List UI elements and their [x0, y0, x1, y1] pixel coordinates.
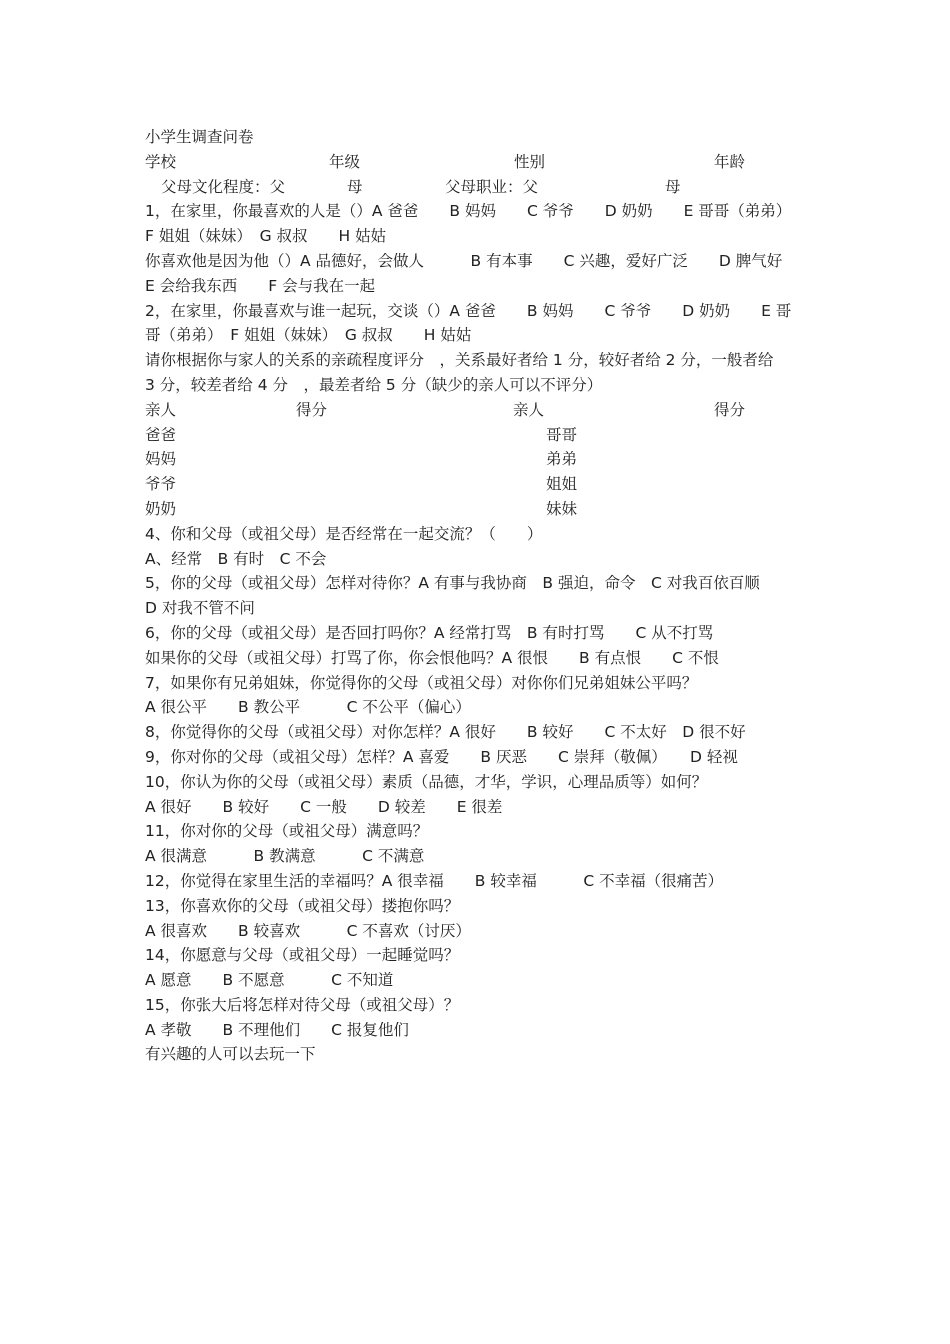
relative-name: 姐姐 [546, 475, 578, 494]
score-table-header [145, 398, 815, 423]
question-line: 12，你觉得在家里生活的幸福吗？A 很幸福 B 较幸福 C 不幸福（很痛苦） [145, 871, 724, 890]
parents-job-label: 父母职业：父 [445, 177, 539, 196]
question-line: 7，如果你有兄弟姐妹，你觉得你的父母（或祖父母）对你你们兄弟姐妹公平吗？ [145, 673, 698, 692]
text-line: 你喜欢他是因为他（）A 品德好，会做人 B 有本事 C 兴趣，爱好广泛 D 脾气好 [145, 251, 783, 270]
parents-edu-mother-label: 母 [347, 177, 363, 196]
text-line: 2，在家里，你最喜欢与谁一起玩，交谈（）A 爸爸 B 妈妈 C 爷爷 D 奶奶 E 哥 [145, 301, 792, 320]
grade-label: 年级 [329, 152, 361, 171]
age-label: 年龄 [714, 152, 746, 171]
score-table-row [145, 447, 815, 472]
score-table-row [145, 472, 815, 497]
question-line: 13，你喜欢你的父母（或祖父母）搂抱你吗？ [145, 896, 460, 915]
relative-name: 奶奶 [145, 499, 177, 518]
document-page [145, 125, 815, 1067]
parents-edu-label: 父母文化程度：父 [161, 177, 286, 196]
question-line: A 很公平 B 教公平 C 不公平（偏心） [145, 698, 471, 717]
question-line: 5，你的父母（或祖父母）怎样对待你？A 有事与我协商 B 强迫，命令 C 对我百依百顺 [145, 574, 760, 593]
score-table-row [145, 497, 815, 522]
question-line: A 很喜欢 B 较喜欢 C 不喜欢（讨厌） [145, 921, 471, 940]
question-line: 9，你对你的父母（或祖父母）怎样？A 喜爱 B 厌恶 C 崇拜（敬佩） D 轻视 [145, 747, 738, 766]
question-line: 4、你和父母（或祖父母）是否经常在一起交流？（ ） [145, 524, 543, 543]
relative-name: 妈妈 [145, 450, 177, 469]
question-line: 如果你的父母（或祖父母）打骂了你，你会恨他吗？A 很恨 B 有点恨 C 不恨 [145, 648, 719, 667]
text-line: 哥（弟弟） F 姐姐（妹妹） G 叔叔 H 姑姑 [145, 326, 472, 345]
text-line: E 会给我东西 F 会与我在一起 [145, 276, 376, 295]
question-line: A、经常 B 有时 C 不会 [145, 549, 327, 568]
closing-line: 有兴趣的人可以去玩一下 [145, 1045, 316, 1064]
document-title: 小学生调查问卷 [145, 128, 254, 146]
relative-header: 亲人 [145, 400, 177, 419]
question-line: 10，你认为你的父母（或祖父母）素质（品德，才华，学识，心理品质等）如何？ [145, 772, 708, 791]
gender-label: 性别 [514, 152, 546, 171]
question-line: 8，你觉得你的父母（或祖父母）对你怎样？A 很好 B 较好 C 不太好 D 很不好 [145, 723, 746, 742]
question-line: A 很好 B 较好 C 一般 D 较差 E 很差 [145, 797, 503, 816]
parents-job-mother-label: 母 [665, 177, 681, 196]
question-line: 15，你张大后将怎样对待父母（或祖父母）？ [145, 995, 460, 1014]
score-header: 得分 [714, 400, 746, 419]
relative-header: 亲人 [513, 400, 545, 419]
question-line: 11，你对你的父母（或祖父母）满意吗？ [145, 822, 429, 841]
text-line: 请你根据你与家人的关系的亲疏程度评分 ，关系最好者给 1 分，较好者给 2 分，一般者给 [145, 351, 774, 370]
question-line: 6，你的父母（或祖父母）是否回打吗你？A 经常打骂 B 有时打骂 C 从不打骂 [145, 623, 714, 642]
relative-name: 爸爸 [145, 425, 177, 444]
score-table-row [145, 423, 815, 448]
parents-row [145, 175, 815, 200]
question-line: A 很满意 B 教满意 C 不满意 [145, 847, 425, 866]
question-line: A 愿意 B 不愿意 C 不知道 [145, 971, 394, 990]
question-line: 14，你愿意与父母（或祖父母）一起睡觉吗？ [145, 946, 460, 965]
relative-name: 弟弟 [546, 450, 578, 469]
relative-name: 哥哥 [546, 425, 578, 444]
text-line: F 姐姐（妹妹） G 叔叔 H 姑姑 [145, 227, 387, 246]
school-label: 学校 [145, 152, 177, 171]
relative-name: 爷爷 [145, 475, 177, 494]
relative-name: 妹妹 [546, 499, 578, 518]
score-header: 得分 [296, 400, 328, 419]
text-line: 1，在家里，你最喜欢的人是（）A 爸爸 B 妈妈 C 爷爷 D 奶奶 E 哥哥（弟弟） [145, 202, 792, 221]
question-line: D 对我不管不问 [145, 599, 255, 618]
header-row [145, 150, 815, 175]
question-line: A 孝敬 B 不理他们 C 报复他们 [145, 1020, 409, 1039]
text-line: 3 分，较差者给 4 分 ，最差者给 5 分（缺少的亲人可以不评分） [145, 375, 603, 394]
